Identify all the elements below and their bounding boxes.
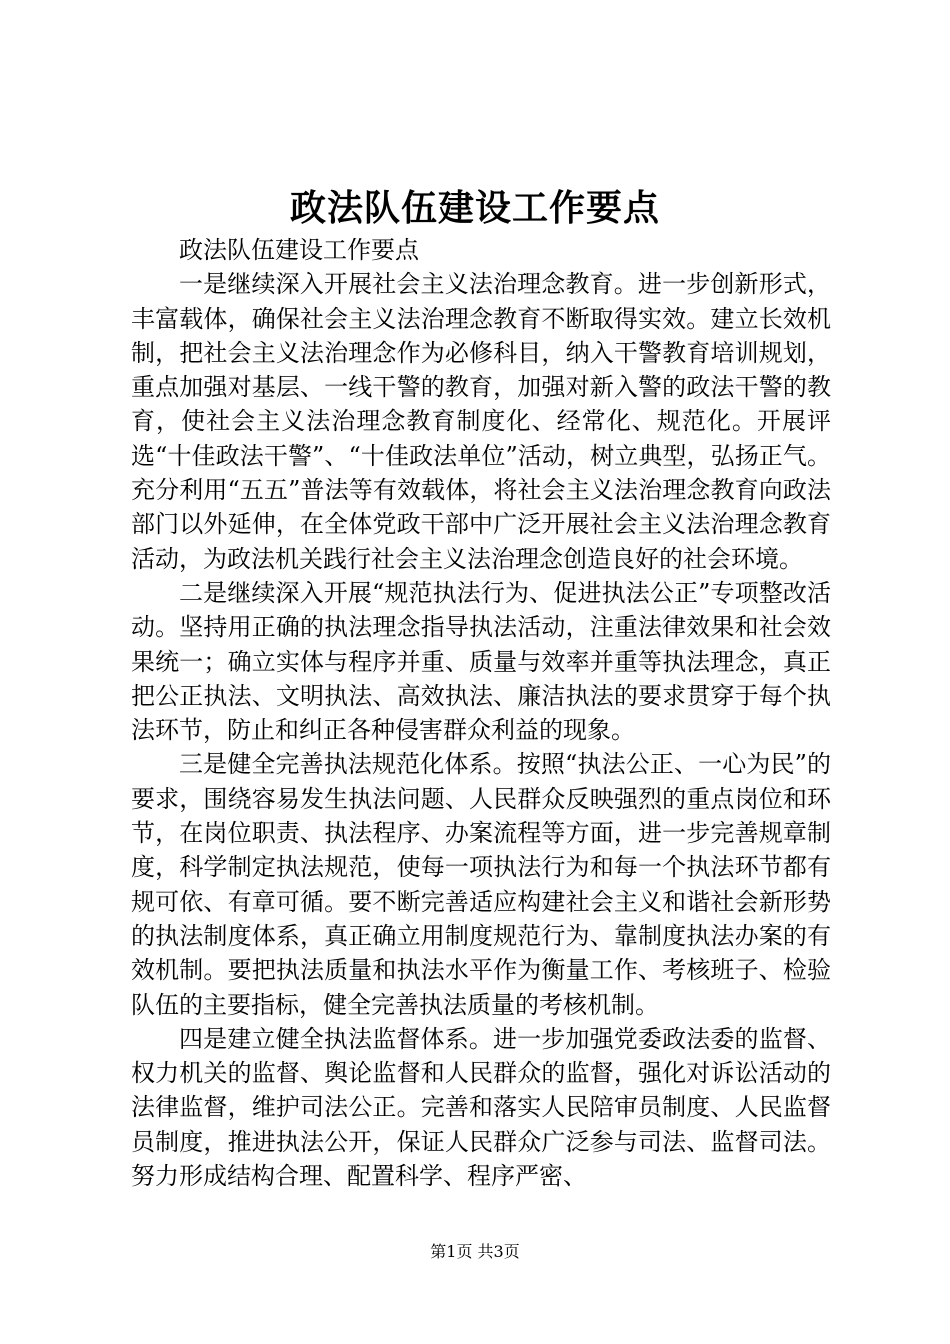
paragraph-1: 一是继续深入开展社会主义法治理念教育。进一步创新形式，丰富载体，确保社会主义法治理念教育不断取得实效。建立长效机制，把社会主义法治理念作为必修科目，纳入干警教育培训规划，重点加强对基层、一线干警的教育，加强对新入警的政法干警的教育，使社会主义法治理念教育制度化、经常化、规范化。开展评选“十佳政法干警”、“十佳政法单位”活动，树立典型，弘扬正气。充分利用“五五”普法等有效载体，将社会主义法治理念教育向政法部门以外延伸，在全体党政干部中广泛开展社会主义法治理念教育活动，为政法机关践行社会主义法治理念创造良好的社会环境。 (131, 270, 831, 573)
document-title: 政法队伍建设工作要点 (289, 187, 660, 229)
paragraph-4: 四是建立健全执法监督体系。进一步加强党委政法委的监督、权力机关的监督、舆论监督和人民群众的监督，强化对诉讼活动的法律监督，维护司法公正。完善和落实人民陪审员制度、人民监督员制度，推进执法公开，保证人民群众广泛参与司法、监督司法。努力形成结构合理、配置科学、程序严密、 (131, 1024, 831, 1191)
paragraph-2: 二是继续深入开展“规范执法行为、促进执法公正”专项整改活动。坚持用正确的执法理念指导执法活动，注重法律效果和社会效果统一；确立实体与程序并重、质量与效率并重等执法理念，真正把公正执法、文明执法、高效执法、廉洁执法的要求贯穿于每个执法环节，防止和纠正各种侵害群众利益的现象。 (131, 578, 831, 745)
page-footer: 第1页 共3页 (430, 1242, 520, 1261)
paragraph-heading: 政法队伍建设工作要点 (179, 236, 419, 264)
document-body (131, 233, 831, 1193)
paragraph-3: 三是健全完善执法规范化体系。按照“执法公正、一心为民”的要求，围绕容易发生执法问题、人民群众反映强烈的重点岗位和环节，在岗位职责、执法程序、办案流程等方面，进一步完善规章制度，科学制定执法规范，使每一项执法行为和每一个执法环节都有规可依、有章可循。要不断完善适应构建社会主义和谐社会新形势的执法制度体系，真正确立用制度规范行为、靠制度执法办案的有效机制。要把执法质量和执法水平作为衡量工作、考核班子、检验队伍的主要指标，健全完善执法质量的考核机制。 (131, 750, 831, 1019)
